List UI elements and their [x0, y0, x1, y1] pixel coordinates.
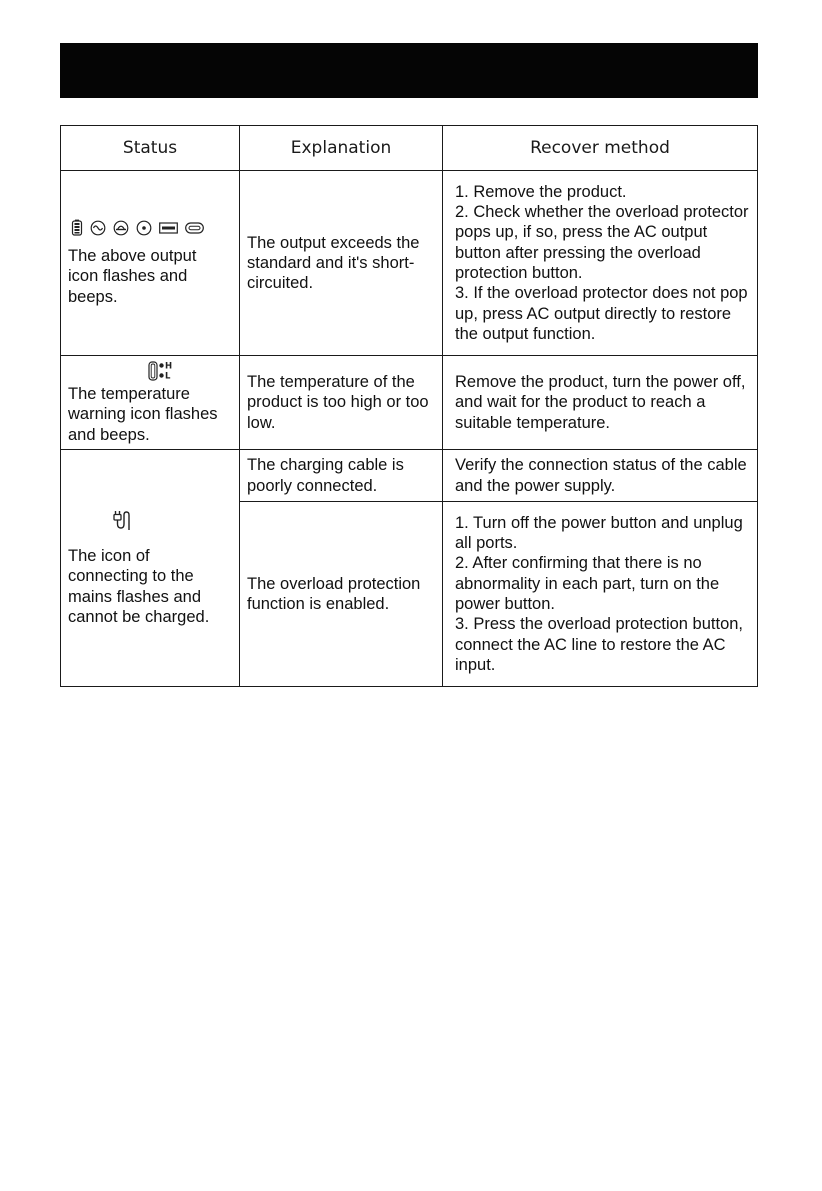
- explanation-cell: [240, 450, 443, 502]
- recover-step: 1. Remove the product.: [455, 182, 627, 201]
- column-header-recover-method: Recover method: [443, 126, 758, 171]
- recover-text: Verify the connection status of the cable and the power supply.: [455, 456, 747, 495]
- section-header-bar: [60, 43, 758, 98]
- temp-high-label: H: [165, 361, 173, 372]
- recover-cell: [443, 450, 758, 502]
- recover-step: 1. Turn off the power button and unplug all ports.: [455, 513, 743, 553]
- car-socket-icon: [113, 220, 129, 236]
- recover-step: 2. Check whether the overload protector pops up, if so, press the AC output button after pressing the overload protection button.: [455, 203, 749, 282]
- column-header-status: Status: [61, 126, 240, 171]
- recover-cell: [443, 502, 758, 687]
- recover-step: 2. After confirming that there is no abnormality in each part, turn on the power button.: [455, 554, 720, 613]
- recover-cell: [443, 356, 758, 450]
- explanation-text: The temperature of the product is too high or too low.: [247, 373, 429, 432]
- explanation-text: The charging cable is poorly connected.: [247, 456, 404, 495]
- usb-a-icon: [159, 222, 178, 234]
- column-header-explanation: Explanation: [240, 126, 443, 171]
- troubleshooting-table: [60, 125, 758, 687]
- explanation-cell: [240, 502, 443, 687]
- explanation-text: The output exceeds the standard and it's short-circuited.: [247, 233, 420, 293]
- ac-wave-icon: [90, 220, 106, 236]
- table-row: [61, 171, 758, 356]
- explanation-text: The overload protection function is enabled.: [247, 574, 421, 613]
- battery-icon: [71, 219, 83, 236]
- table-row: [61, 356, 758, 450]
- status-text: The above output icon flashes and beeps.: [68, 247, 197, 306]
- recover-text: Remove the product, turn the power off, and wait for the product to reach a suitable temperature.: [455, 373, 746, 432]
- status-text: The temperature warning icon flashes and beeps.: [68, 385, 218, 444]
- explanation-cell: [240, 171, 443, 356]
- status-cell: [61, 450, 240, 687]
- status-cell: [61, 171, 240, 356]
- recover-cell: [443, 171, 758, 356]
- temp-low-label: L: [165, 371, 171, 382]
- status-cell: [61, 356, 240, 450]
- recover-step: 3. If the overload protector does not pop up, press AC output directly to restore the output function.: [455, 284, 748, 343]
- output-icons: [61, 219, 239, 236]
- status-text: The icon of connecting to the mains flashes and cannot be charged.: [68, 546, 210, 626]
- usb-c-icon: [185, 222, 204, 234]
- dc-port-icon: [136, 220, 152, 236]
- temperature-warning-icon: [89, 360, 239, 382]
- explanation-cell: [240, 356, 443, 450]
- recover-text: [443, 513, 757, 675]
- recover-text: [443, 182, 757, 344]
- table-header-row: [61, 126, 758, 171]
- mains-plug-icon: [61, 509, 239, 531]
- table-row: [61, 450, 758, 502]
- recover-step: 3. Press the overload protection button, connect the AC line to restore the AC input.: [455, 615, 744, 674]
